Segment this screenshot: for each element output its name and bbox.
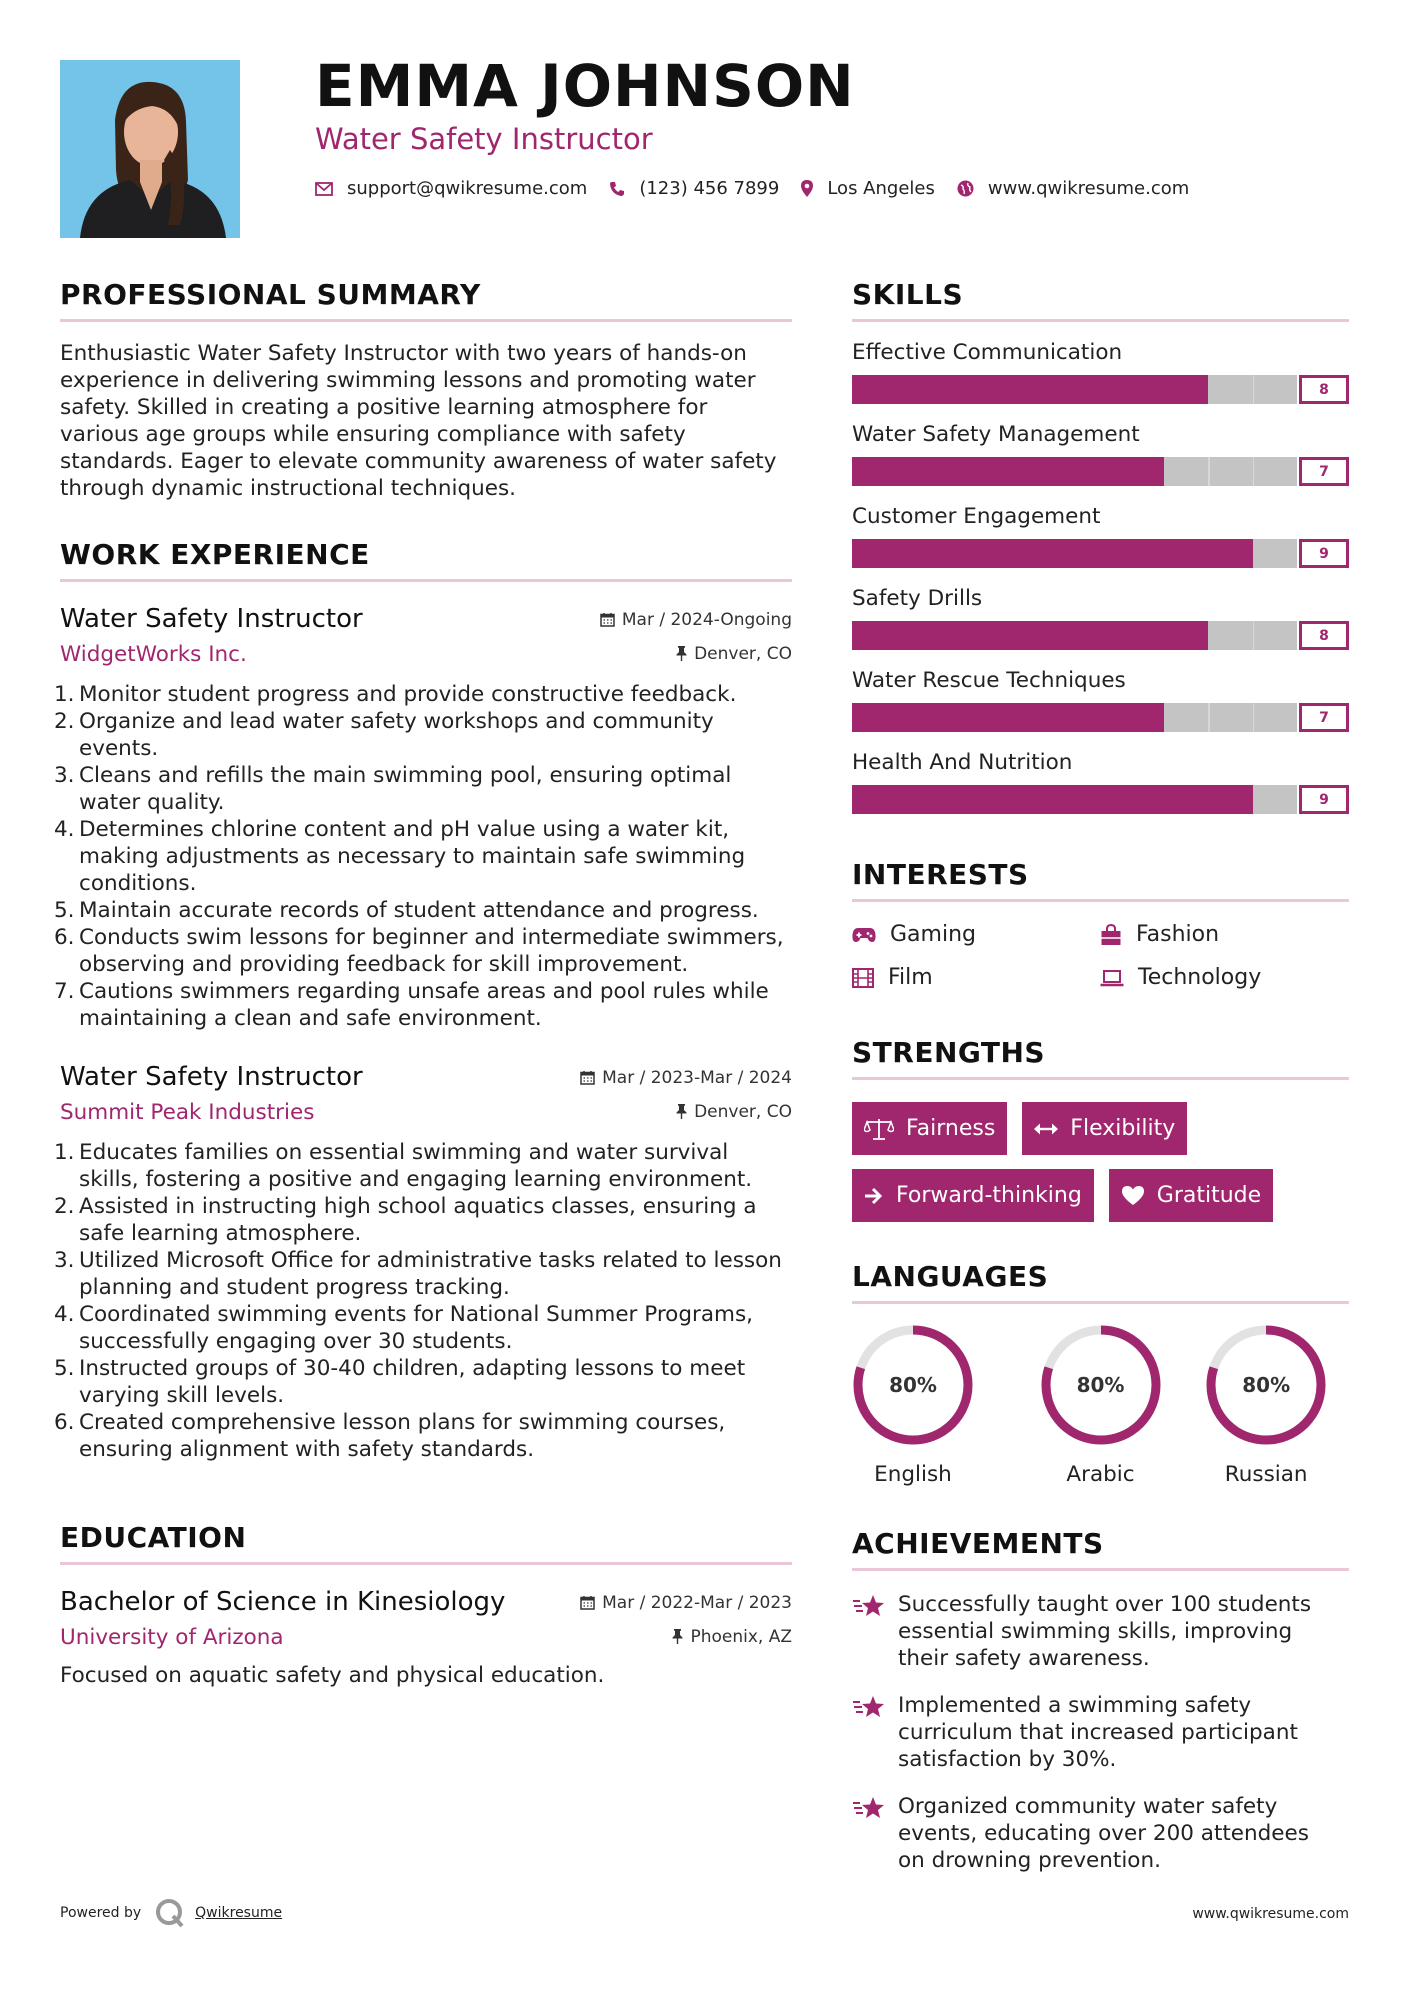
list-item: 6. Conducts swim lessons for beginner and intermediate swimmers, observing and providing feedback for skill improvement.	[54, 925, 784, 977]
skill-segment-divider	[1208, 457, 1210, 486]
contact-email-text: support@qwikresume.com	[347, 178, 588, 199]
interest-item	[852, 965, 1100, 990]
skill-segment-divider	[1253, 375, 1255, 404]
language-percent: 80%	[889, 1373, 937, 1397]
education-location-text: Phoenix, AZ	[690, 1626, 792, 1647]
strength-label: Forward-thinking	[896, 1183, 1082, 1208]
shooting-star-icon	[852, 1795, 886, 1821]
language-name: Arabic	[1066, 1462, 1135, 1487]
interest-item	[852, 922, 1100, 947]
job-date	[600, 610, 792, 630]
strength-tag	[1022, 1102, 1187, 1155]
job-date-text: Mar / 2023-Mar / 2024	[602, 1067, 792, 1088]
footer-website[interactable]: www.qwikresume.com	[1192, 1906, 1349, 1922]
skill-level: 8	[1299, 621, 1349, 650]
map-pin-icon	[801, 180, 813, 197]
skill-item	[852, 586, 1349, 650]
contact-email[interactable]	[315, 178, 587, 199]
achievement-text: Implemented a swimming safety curriculum that increased participant satisfaction by 30%.	[898, 1693, 1298, 1772]
education-description: Focused on aquatic safety and physical education.	[60, 1663, 605, 1688]
strength-label: Gratitude	[1156, 1183, 1262, 1208]
degree-title: Bachelor of Science in Kinesiology	[60, 1587, 506, 1617]
heart-icon	[1121, 1185, 1145, 1206]
summary-text: Enthusiastic Water Safety Instructor with two years of hands-on experience in delivering swimming lessons and promoting water safety. Skilled in creating a positive learning atmosphere for various age groups while ensuring compliance with safety standards. Eager to elevate community awareness of water safety through dynamic instructional techniques.	[60, 341, 777, 501]
globe-icon	[957, 180, 974, 197]
job-entry	[54, 1062, 792, 1463]
language-name: English	[874, 1462, 952, 1487]
left-column	[54, 278, 792, 1689]
list-item: 2. Assisted in instructing high school aquatics classes, ensuring a safe learning atmosphere.	[54, 1194, 757, 1246]
calendar-icon	[580, 1070, 595, 1085]
shooting-star-icon	[852, 1593, 886, 1619]
skill-segment-divider	[1253, 621, 1255, 650]
language-percent: 80%	[1076, 1373, 1125, 1397]
language-percent: 80%	[1242, 1373, 1291, 1397]
contact-location-text: Los Angeles	[827, 178, 935, 199]
qwikresume-logo-icon	[155, 1898, 185, 1928]
skill-bar	[852, 375, 1349, 404]
pushpin-icon	[676, 1104, 687, 1119]
contact-row	[315, 178, 1211, 199]
contact-website[interactable]	[957, 178, 1189, 199]
interest-label: Fashion	[1136, 922, 1220, 947]
language-name: Russian	[1224, 1462, 1308, 1487]
skills-heading: SKILLS	[852, 278, 1349, 322]
skill-item	[852, 422, 1349, 486]
interest-item	[1100, 965, 1348, 990]
language-ring	[1040, 1324, 1162, 1446]
job-title: Water Safety Instructor	[60, 604, 363, 634]
contact-phone-text: (123) 456 7899	[639, 178, 780, 199]
skill-name: Effective Communication	[852, 340, 1123, 365]
balance-scale-icon	[864, 1118, 894, 1140]
pushpin-icon	[676, 646, 687, 661]
skill-name: Water Safety Management	[852, 422, 1140, 447]
arrow-right-icon	[864, 1187, 884, 1205]
skill-level: 8	[1299, 375, 1349, 404]
company-name: Summit Peak Industries	[60, 1100, 315, 1125]
achievement-text: Organized community water safety events, educating over 200 attendees on drowning prevention.	[898, 1794, 1309, 1873]
contact-website-text: www.qwikresume.com	[987, 178, 1190, 199]
achievement-item	[852, 1692, 1349, 1773]
strength-tag	[852, 1102, 1007, 1155]
candidate-role: Water Safety Instructor	[315, 122, 653, 156]
profile-photo	[60, 60, 240, 238]
brand-link[interactable]: Qwikresume	[195, 1905, 283, 1921]
education-entry	[60, 1587, 792, 1689]
skill-bar	[852, 703, 1349, 732]
experience-heading: WORK EXPERIENCE	[60, 538, 792, 582]
skill-level: 7	[1299, 457, 1349, 486]
list-item: 4. Coordinated swimming events for National Summer Programs, successfully engaging over 30 students.	[54, 1302, 753, 1354]
education-heading: EDUCATION	[60, 1521, 792, 1565]
footer-powered-by	[60, 1898, 282, 1928]
skill-item	[852, 504, 1349, 568]
achievement-item	[852, 1591, 1349, 1672]
arrows-horizontal-icon	[1034, 1122, 1058, 1136]
list-item: 3. Cleans and refills the main swimming pool, ensuring optimal water quality.	[54, 763, 732, 815]
phone-icon	[609, 181, 625, 197]
contact-phone[interactable]	[609, 178, 779, 199]
skills-list	[852, 340, 1349, 814]
education-date	[580, 1593, 792, 1613]
shopping-bag-icon	[1100, 924, 1122, 946]
job-location	[676, 644, 792, 664]
skill-bar	[852, 621, 1349, 650]
language-item	[1018, 1324, 1184, 1487]
achievements-heading: ACHIEVEMENTS	[852, 1527, 1349, 1571]
skill-bar	[852, 457, 1349, 486]
language-ring	[852, 1324, 974, 1446]
skill-level: 7	[1299, 703, 1349, 732]
skill-name: Customer Engagement	[852, 504, 1101, 529]
list-item: 1. Educates families on essential swimming and water survival skills, fostering a positive and engaging learning environment.	[54, 1140, 753, 1192]
languages-list	[852, 1324, 1349, 1487]
list-item: 2. Organize and lead water safety workshops and community events.	[54, 709, 714, 761]
envelope-icon	[315, 182, 333, 196]
skill-item	[852, 750, 1349, 814]
job-location-text: Denver, CO	[694, 643, 792, 664]
job-bullets	[54, 681, 792, 1032]
education-date-text: Mar / 2022-Mar / 2023	[602, 1592, 792, 1613]
skill-item	[852, 340, 1349, 404]
job-entry	[54, 604, 792, 1032]
strength-tag	[1109, 1169, 1273, 1222]
strengths-heading: STRENGTHS	[852, 1036, 1349, 1080]
job-location	[676, 1102, 792, 1122]
skill-segment-divider	[1208, 703, 1210, 732]
skill-bar	[852, 785, 1349, 814]
language-item	[852, 1324, 1018, 1487]
summary-heading: PROFESSIONAL SUMMARY	[60, 278, 792, 322]
skill-fill	[852, 375, 1208, 404]
skill-segment-divider	[1253, 457, 1255, 486]
interests-list	[852, 922, 1349, 990]
achievement-item	[852, 1793, 1349, 1874]
list-item: 5. Instructed groups of 30-40 children, adapting lessons to meet varying skill levels.	[54, 1356, 746, 1408]
achievement-text: Successfully taught over 100 students essential swimming skills, improving their safety awareness.	[898, 1592, 1312, 1671]
strength-tag	[852, 1169, 1094, 1222]
skill-bar	[852, 539, 1349, 568]
list-item: 3. Utilized Microsoft Office for administrative tasks related to lesson planning and student progress tracking.	[54, 1248, 782, 1300]
skill-name: Water Rescue Techniques	[852, 668, 1126, 693]
job-date	[580, 1068, 792, 1088]
skill-fill	[852, 457, 1164, 486]
shooting-star-icon	[852, 1694, 886, 1720]
list-item: 1. Monitor student progress and provide constructive feedback.	[54, 682, 737, 707]
skill-segment-divider	[1253, 703, 1255, 732]
list-item: 5. Maintain accurate records of student attendance and progress.	[54, 898, 759, 923]
skill-level: 9	[1299, 785, 1349, 814]
strength-label: Fairness	[906, 1116, 996, 1141]
strengths-list	[852, 1102, 1349, 1222]
skill-level: 9	[1299, 539, 1349, 568]
skill-fill	[852, 539, 1253, 568]
powered-by-label: Powered by	[60, 1905, 142, 1921]
job-date-text: Mar / 2024-Ongoing	[621, 609, 792, 630]
strength-label: Flexibility	[1070, 1116, 1176, 1141]
company-name: WidgetWorks Inc.	[60, 642, 247, 667]
list-item: 4. Determines chlorine content and pH value using a water kit, making adjustments as necessary to maintain safe swimming conditions.	[54, 817, 746, 896]
skill-fill	[852, 703, 1164, 732]
skill-name: Safety Drills	[852, 586, 983, 611]
contact-location	[801, 178, 935, 199]
skill-name: Health And Nutrition	[852, 750, 1073, 775]
skill-item	[852, 668, 1349, 732]
pushpin-icon	[672, 1629, 683, 1644]
skill-fill	[852, 785, 1253, 814]
candidate-name: EMMA JOHNSON	[315, 52, 855, 120]
interest-label: Film	[888, 965, 933, 990]
interest-label: Technology	[1138, 965, 1262, 990]
interest-item	[1100, 922, 1348, 947]
list-item: 6. Created comprehensive lesson plans for swimming courses, ensuring alignment with safety standards.	[54, 1410, 726, 1462]
language-item	[1183, 1324, 1349, 1487]
school-name: University of Arizona	[60, 1625, 284, 1650]
gamepad-icon	[852, 927, 876, 943]
language-ring	[1205, 1324, 1327, 1446]
job-title: Water Safety Instructor	[60, 1062, 363, 1092]
job-bullets	[54, 1139, 792, 1463]
job-location-text: Denver, CO	[694, 1101, 792, 1122]
interests-heading: INTERESTS	[852, 858, 1349, 902]
calendar-icon	[600, 612, 615, 627]
interest-label: Gaming	[890, 922, 976, 947]
education-location	[672, 1627, 792, 1647]
list-item: 7. Cautions swimmers regarding unsafe areas and pool rules while maintaining a clean and safe environment.	[54, 979, 769, 1031]
calendar-icon	[580, 1595, 595, 1610]
skill-fill	[852, 621, 1208, 650]
right-column	[852, 278, 1349, 1874]
laptop-icon	[1100, 969, 1124, 987]
film-icon	[852, 968, 874, 988]
languages-heading: LANGUAGES	[852, 1260, 1349, 1304]
